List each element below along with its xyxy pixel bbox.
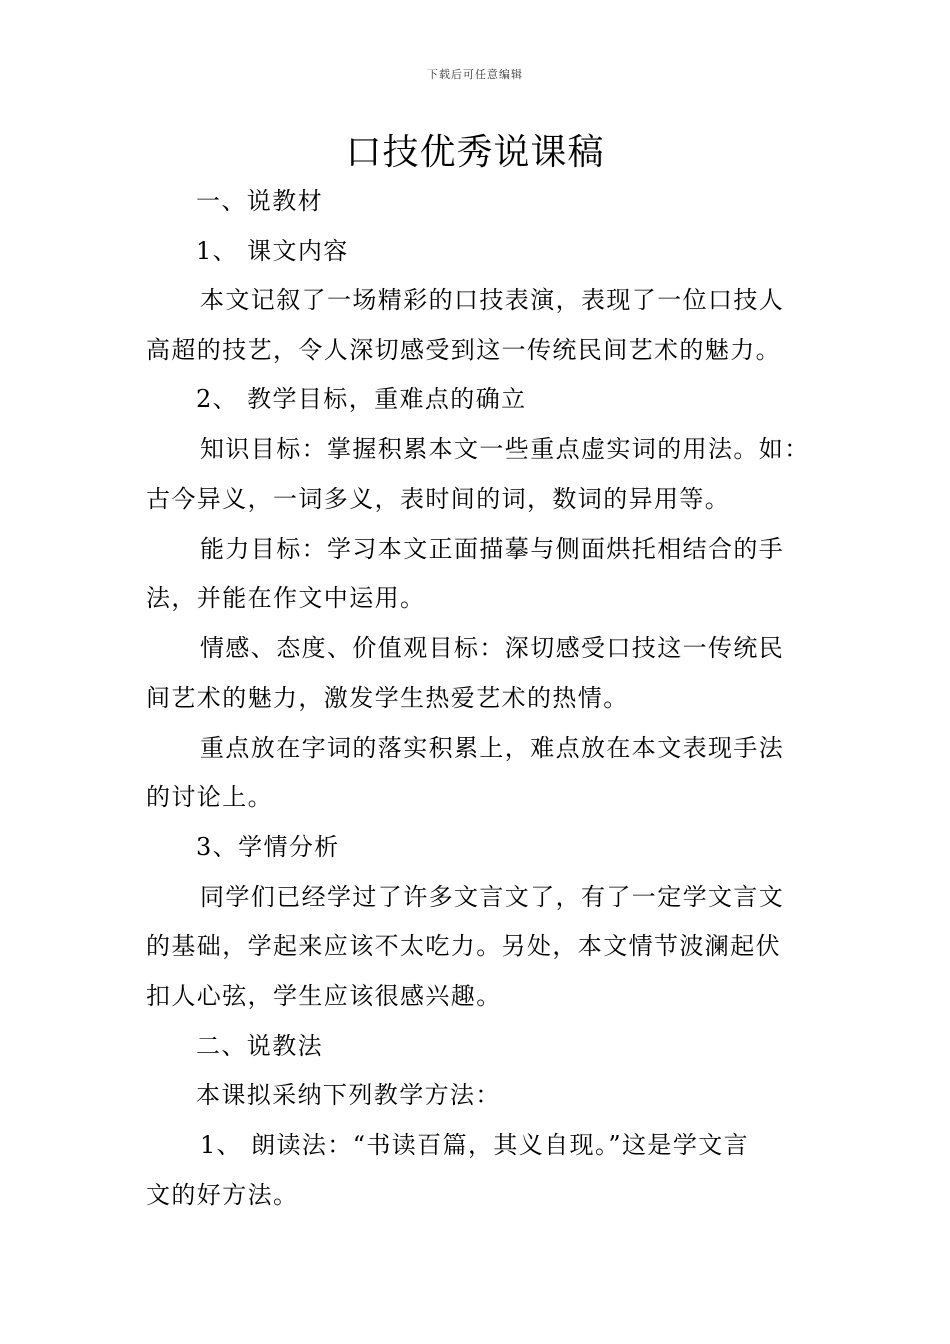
section-heading-2: 二、说教法 [196,1032,323,1060]
paragraph-line: 扣人心弦，学生应该很感兴趣。 [146,982,502,1010]
paragraph-line: 重点放在字词的落实积累上，难点放在本文表现手法 [200,734,785,762]
paragraph-line: 1、 朗读法：“书读百篇，其义自现。”这是学文言 [200,1131,750,1159]
paragraph-line: 文的好方法。 [146,1181,299,1209]
subheading-3: 3、学情分析 [196,833,340,861]
document-title: 口技优秀说课稿 [345,132,605,173]
paragraph-line: 古今异义，一词多义，表时间的词，数词的异用等。 [146,485,731,513]
paragraph-line: 法，并能在作文中运用。 [146,584,426,612]
subheading-2: 2、 教学目标，重难点的确立 [196,385,527,413]
header-note: 下载后可任意编辑 [427,68,523,81]
paragraph-line: 的讨论上。 [146,783,273,811]
paragraph-line: 间艺术的魅力，激发学生热爱艺术的热情。 [146,684,629,712]
paragraph-line: 能力目标：学习本文正面描摹与侧面烘托相结合的手 [200,535,785,563]
paragraph-line: 的基础，学起来应该不太吃力。另处，本文情节波澜起伏 [146,932,781,960]
paragraph-line: 本文记叙了一场精彩的口技表演，表现了一位口技人 [200,286,785,314]
paragraph-line: 本课拟采纳下列教学方法： [196,1081,501,1109]
paragraph-line: 情感、态度、价值观目标：深切感受口技这一传统民 [200,634,785,662]
subheading-1: 1、 课文内容 [196,237,349,265]
section-heading-1: 一、说教材 [196,187,323,215]
paragraph-line: 高超的技艺，令人深切感受到这一传统民间艺术的魅力。 [146,336,781,364]
paragraph-line: 知识目标：掌握积累本文一些重点虚实词的用法。如： [200,435,810,463]
paragraph-line: 同学们已经学过了许多文言文了，有了一定学文言文 [200,883,785,911]
